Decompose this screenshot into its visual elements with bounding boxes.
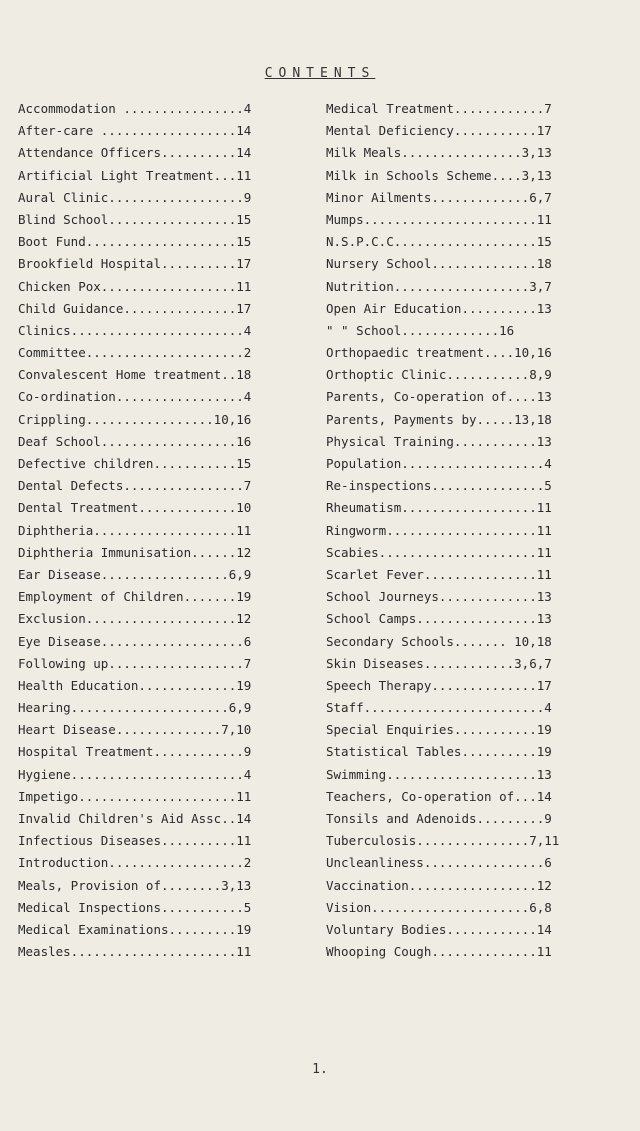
index-entry: Nutrition..................3,7 bbox=[326, 278, 552, 294]
index-entry: Open Air Education..........13 bbox=[326, 300, 552, 316]
index-entry: Speech Therapy..............17 bbox=[326, 677, 552, 693]
index-entry: Milk Meals................3,13 bbox=[326, 145, 552, 161]
index-entry: Dental Defects................7 bbox=[18, 478, 252, 494]
index-entry: School Journeys.............13 bbox=[326, 589, 552, 605]
index-entry: Vision.....................6,8 bbox=[326, 899, 552, 915]
index-entry: Parents, Co-operation of....13 bbox=[326, 389, 552, 405]
index-entry: Crippling.................10,16 bbox=[18, 411, 252, 427]
index-right-column bbox=[326, 98, 598, 963]
index-entry: Impetigo.....................11 bbox=[18, 788, 252, 804]
index-entry: Ringworm....................11 bbox=[326, 522, 552, 538]
index-left-column bbox=[18, 98, 300, 963]
index-entry: Voluntary Bodies............14 bbox=[326, 921, 552, 937]
index-entry: Medical Inspections...........5 bbox=[18, 899, 252, 915]
index-entry: Chicken Pox..................11 bbox=[18, 278, 252, 294]
index-entry: Rheumatism..................11 bbox=[326, 500, 552, 516]
index-entry: Vaccination.................12 bbox=[326, 877, 552, 893]
index-entry: Child Guidance...............17 bbox=[18, 300, 252, 316]
index-entry: Infectious Diseases..........11 bbox=[18, 833, 252, 849]
index-entry: Employment of Children.......19 bbox=[18, 589, 252, 605]
index-entry: Uncleanliness................6 bbox=[326, 855, 552, 871]
index-entry: Scarlet Fever...............11 bbox=[326, 566, 552, 582]
index-entry: Convalescent Home treatment..18 bbox=[18, 367, 252, 383]
index-entry: Orthoptic Clinic...........8,9 bbox=[326, 367, 552, 383]
index-entry: Meals, Provision of........3,13 bbox=[18, 877, 252, 893]
index-entry: Diphtheria...................11 bbox=[18, 522, 252, 538]
index-entry: Orthopaedic treatment....10,16 bbox=[326, 345, 552, 361]
index-entry: Boot Fund....................15 bbox=[18, 234, 252, 250]
index-entry: Attendance Officers..........14 bbox=[18, 145, 252, 161]
index-entry: Eye Disease...................6 bbox=[18, 633, 252, 649]
index-entry: Blind School.................15 bbox=[18, 211, 252, 227]
index-entry: After-care ..................14 bbox=[18, 123, 252, 139]
index-entry: Population...................4 bbox=[326, 456, 552, 471]
index-entry: Deaf School..................16 bbox=[18, 433, 252, 449]
page-title: CONTENTS bbox=[264, 66, 376, 81]
index-entry: Minor Ailments.............6,7 bbox=[326, 189, 552, 205]
index-entry: Medical Examinations.........19 bbox=[18, 921, 252, 937]
index-entry: Co-ordination.................4 bbox=[18, 389, 252, 405]
index-entry: Committee.....................2 bbox=[18, 345, 252, 361]
index-entry: Teachers, Co-operation of...14 bbox=[326, 788, 552, 804]
index-entry: Hygiene.......................4 bbox=[18, 766, 252, 782]
index-entry: Secondary Schools....... 10,18 bbox=[326, 633, 552, 649]
index-entry: Brookfield Hospital..........17 bbox=[18, 256, 252, 272]
index-entry: Exclusion....................12 bbox=[18, 611, 252, 627]
page-number: 1. bbox=[312, 1062, 328, 1077]
index-entry: Staff........................4 bbox=[326, 700, 552, 716]
index-entry: Measles......................11 bbox=[18, 944, 252, 960]
index-entry: Scabies.....................11 bbox=[326, 544, 552, 560]
index-entry: Diphtheria Immunisation......12 bbox=[18, 544, 252, 560]
index-entry: Clinics.......................4 bbox=[18, 322, 252, 338]
index-entry: Accommodation ................4 bbox=[18, 101, 252, 116]
index-entry: Health Education.............19 bbox=[18, 677, 252, 693]
index-entry: Tonsils and Adenoids.........9 bbox=[326, 811, 552, 826]
index-entry: Hospital Treatment............9 bbox=[18, 744, 252, 760]
index-entry: Medical Treatment............7 bbox=[326, 101, 552, 116]
index-entry: Following up..................7 bbox=[18, 655, 252, 671]
index-entry: Defective children...........15 bbox=[18, 456, 252, 471]
index-entry: Swimming....................13 bbox=[326, 766, 552, 782]
index-entry: Parents, Payments by.....13,18 bbox=[326, 411, 552, 427]
index-entry: Hearing.....................6,9 bbox=[18, 700, 252, 716]
index-entry: Invalid Children's Aid Assc..14 bbox=[18, 811, 252, 826]
index-entry: Milk in Schools Scheme....3,13 bbox=[326, 167, 552, 183]
index-entry: Introduction..................2 bbox=[18, 855, 252, 871]
index-entry: Special Enquiries...........19 bbox=[326, 722, 552, 738]
index-entry: Dental Treatment.............10 bbox=[18, 500, 252, 516]
index-entry: Whooping Cough..............11 bbox=[326, 944, 552, 960]
index-entry: " " School.............16 bbox=[326, 322, 515, 338]
index-entry: Tuberculosis...............7,11 bbox=[326, 833, 560, 849]
index-entry: N.S.P.C.C...................15 bbox=[326, 234, 552, 250]
index-entry: Ear Disease.................6,9 bbox=[18, 566, 252, 582]
index-entry: Skin Diseases............3,6,7 bbox=[326, 655, 552, 671]
index-entry: Mumps.......................11 bbox=[326, 211, 552, 227]
index-entry: Mental Deficiency...........17 bbox=[326, 123, 552, 139]
index-entry: Aural Clinic..................9 bbox=[18, 189, 252, 205]
index-entry: Artificial Light Treatment...11 bbox=[18, 167, 252, 183]
index-entry: Nursery School..............18 bbox=[326, 256, 552, 272]
index-entry: Re-inspections...............5 bbox=[326, 478, 552, 494]
index-entry: Physical Training...........13 bbox=[326, 433, 552, 449]
index-entry: Statistical Tables..........19 bbox=[326, 744, 552, 760]
index-entry: School Camps................13 bbox=[326, 611, 552, 627]
index-entry: Heart Disease..............7,10 bbox=[18, 722, 252, 738]
